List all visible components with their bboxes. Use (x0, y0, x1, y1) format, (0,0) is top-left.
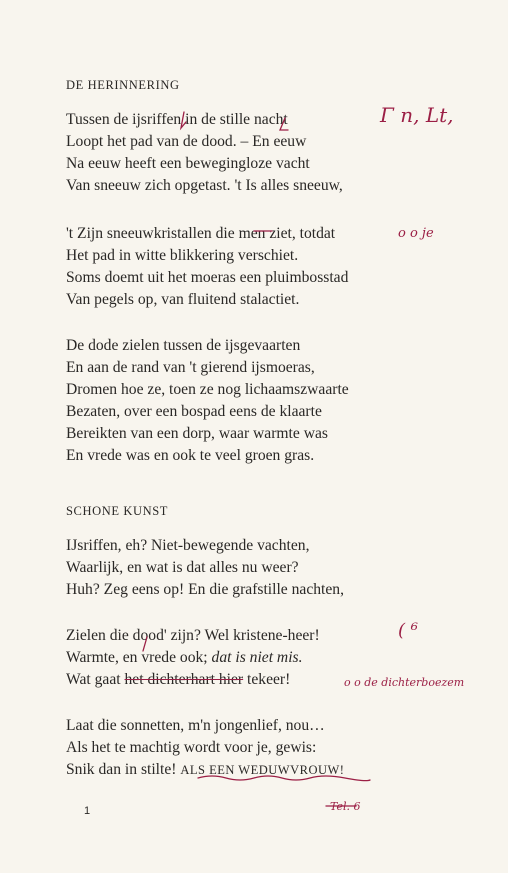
margin-note: ( ⁶ (398, 620, 418, 641)
poem-line: Als het te machtig wordt voor je, gewis: (66, 739, 317, 756)
poem-line: Dromen hoe ze, toen ze nog lichaamszwaarte (66, 381, 349, 398)
margin-note: o o je (398, 226, 434, 241)
initials-signature: Tel. 6 (330, 800, 361, 813)
poem-line (66, 649, 303, 667)
poem-line: IJsriffen, eh? Niet-bewegende vachten, (66, 537, 310, 554)
poem-line: Het pad in witte blikkering verschiet. (66, 247, 299, 264)
poem-line: Huh? Zeg eens op! En die grafstille nachten, (66, 581, 344, 598)
poem-line: Na eeuw heeft een bewegingloze vacht (66, 155, 310, 172)
poem-line (66, 671, 290, 689)
poem-line-italic: dat is niet mis. (211, 649, 303, 666)
poem-line: Van pegels op, van fluitend stalactiet. (66, 291, 300, 308)
margin-note: o o de dichterboezem (344, 676, 465, 689)
poem-line: Laat die sonnetten, m'n jongenlief, nou… (66, 717, 325, 734)
poem-line: Soms doemt uit het moeras een pluimbosstad (66, 269, 349, 286)
poem-line: 't Zijn sneeuwkristallen die men ziet, totdat (66, 225, 336, 242)
poem-line: Bezaten, over een bospad eens de klaarte (66, 403, 322, 420)
poem-line: Van sneeuw zich opgetast. 't Is alles sneeuw, (66, 177, 343, 194)
poem-line: Loopt het pad van de dood. – En eeuw (66, 133, 307, 150)
poem-line: En aan de rand van 't gierend ijsmoeras, (66, 359, 315, 376)
poem-line (66, 761, 344, 779)
poem-line: Zielen die dood' zijn? Wel kristene-heer! (66, 627, 320, 644)
poem-line-text: Wat gaat (66, 671, 125, 688)
poem-line: En vrede was en ook te veel groen gras. (66, 447, 315, 464)
poem-line: Tussen de ijsriffen in de stille nacht (66, 111, 288, 128)
page-number: 1 (84, 805, 91, 817)
margin-note: Γ n, Lt, (380, 103, 454, 127)
poem-line: De dode zielen tussen de ijsgevaarten (66, 337, 301, 354)
struck-text: het dichterhart hier (124, 671, 244, 688)
poem-line: Waarlijk, en wat is dat alles nu weer? (66, 559, 299, 576)
poem-line: Bereikten van een dorp, waar warmte was (66, 425, 328, 442)
poem-line-text: Warmte, en vrede ook; (66, 649, 212, 666)
poem-line-text: tekeer! (243, 671, 291, 688)
poem-title-de-herinnering: DE HERINNERING (66, 78, 180, 92)
poem-title-schone-kunst: SCHONE KUNST (66, 504, 168, 518)
small-caps-text: ALS EEN WEDUWVROUW! (180, 763, 345, 777)
poem-line-text: Snik dan in stilte! (66, 761, 181, 778)
